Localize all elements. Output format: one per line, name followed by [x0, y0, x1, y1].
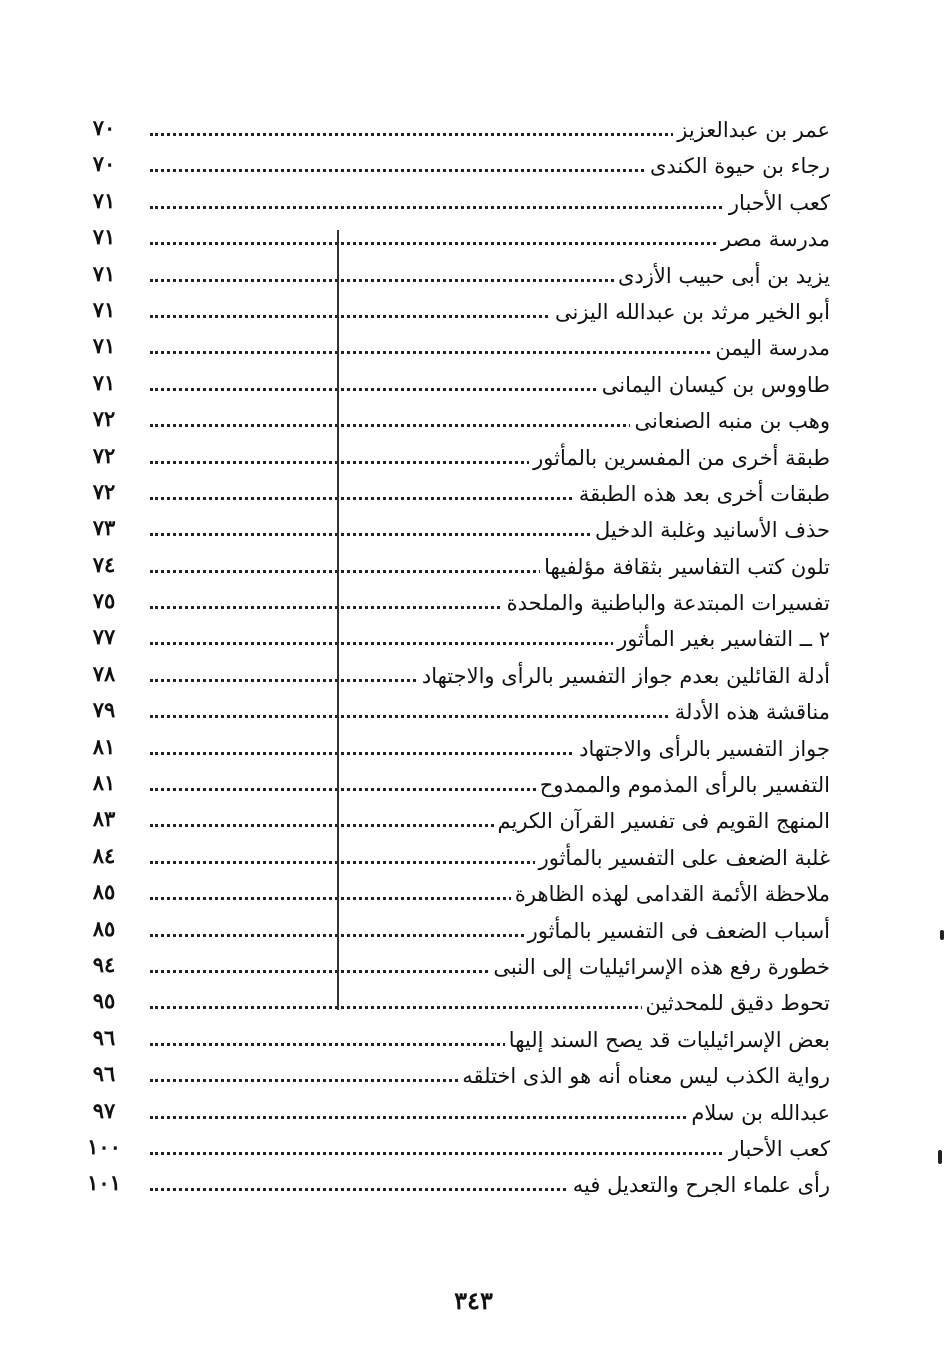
- entry-title: أسباب الضعف فى التفسير بالمأثور: [524, 917, 830, 945]
- entry-title: يزيد بن أبى حبيب الأزدى: [614, 262, 830, 290]
- entry-page-number: ٩٦: [92, 1061, 116, 1087]
- entry-page-number: ٩٧: [92, 1097, 116, 1123]
- toc-entry: [60, 112, 840, 148]
- toc-entry: [60, 876, 840, 912]
- entry-page-number: ٩٤: [92, 951, 116, 977]
- entry-title: عمر بن عبدالعزيز: [673, 116, 830, 144]
- entry-page-number: ٧٥: [92, 588, 116, 614]
- entry-title: ملاحظة الأئمة القدامى لهذه الظاهرة: [511, 880, 830, 908]
- entry-title: مدرسة مصر: [717, 225, 830, 253]
- toc-entry: [60, 585, 840, 621]
- dot-leader: [150, 1152, 800, 1155]
- entry-title: طبقة أخرى من المفسرين بالمأثور: [529, 444, 830, 472]
- entry-title: طاووس بن كيسان اليمانى: [598, 371, 830, 399]
- entry-page-number: ٧٠: [92, 151, 116, 177]
- entry-page-number: ١٠١: [87, 1170, 121, 1196]
- entry-title: حذف الأسانيد وغلبة الدخيل: [591, 516, 830, 544]
- column-rule: [337, 230, 339, 1010]
- entry-title: غلبة الضعف على التفسير بالمأثور: [535, 844, 830, 872]
- entry-page-number: ٩٦: [92, 1024, 116, 1050]
- toc-entry: [60, 294, 840, 330]
- entry-page-number: ٧٢: [92, 478, 116, 504]
- entry-title: رجاء بن حيوة الكندى: [646, 152, 830, 180]
- entry-title: كعب الأحبار: [725, 189, 830, 217]
- scan-edge-mark: [940, 930, 944, 940]
- toc-entry: [60, 476, 840, 512]
- entry-page-number: ٨٥: [92, 879, 116, 905]
- toc-entry: [60, 549, 840, 585]
- entry-title: وهب بن منبه الصنعانى: [630, 407, 830, 435]
- entry-title: جواز التفسير بالرأى والاجتهاد: [575, 735, 830, 763]
- entry-page-number: ١٠٠: [87, 1133, 121, 1159]
- toc-entry: [60, 1167, 840, 1203]
- entry-page-number: ٧١: [92, 260, 116, 286]
- toc-entry: [60, 840, 840, 876]
- entry-title: مناقشة هذه الأدلة: [671, 698, 830, 726]
- toc-entry: [60, 731, 840, 767]
- entry-page-number: ٧٢: [92, 442, 116, 468]
- entry-page-number: ٧٨: [92, 660, 116, 686]
- entry-page-number: ٧٣: [92, 515, 116, 541]
- toc-entry: [60, 985, 840, 1021]
- toc-entry: [60, 1131, 840, 1167]
- toc-entry: [60, 1095, 840, 1131]
- toc-entry: [60, 621, 840, 657]
- entry-title: رأى علماء الجرح والتعديل فيه: [569, 1171, 830, 1199]
- entry-page-number: ٧٤: [92, 551, 116, 577]
- entry-title: عبدالله بن سلام: [687, 1099, 830, 1127]
- entry-page-number: ٧١: [92, 224, 116, 250]
- toc-entry: [60, 258, 840, 294]
- toc-entry: [60, 440, 840, 476]
- page-number: ٣٤٣: [454, 1286, 493, 1315]
- toc-entry: [60, 185, 840, 221]
- toc-entry: [60, 767, 840, 803]
- entry-title: تحوط دقيق للمحدثين: [642, 989, 831, 1017]
- entry-page-number: ٧١: [92, 333, 116, 359]
- toc-entry: [60, 913, 840, 949]
- entry-page-number: ٧٧: [92, 624, 116, 650]
- entry-title: المنهج القويم فى تفسير القرآن الكريم: [494, 807, 830, 835]
- entry-title: خطورة رفع هذه الإسرائيليات إلى النبى: [489, 953, 830, 981]
- dot-leader: [150, 206, 800, 209]
- entry-title: رواية الكذب ليس معناه أنه هو الذى اختلقه: [458, 1062, 830, 1090]
- dot-leader: [150, 351, 800, 354]
- entry-title: تلون كتب التفاسير بثقافة مؤلفيها: [540, 553, 830, 581]
- scan-edge-mark: [938, 1150, 942, 1164]
- toc-entry: [60, 694, 840, 730]
- entry-page-number: ٧٢: [92, 406, 116, 432]
- entry-title: أدلة القائلين بعدم جواز التفسير بالرأى والاجتهاد: [418, 662, 830, 690]
- entry-title: مدرسة اليمن: [711, 334, 830, 362]
- entry-page-number: ٧١: [92, 296, 116, 322]
- toc-entry: [60, 658, 840, 694]
- table-of-contents: [60, 112, 840, 1204]
- entry-page-number: ٨١: [92, 733, 116, 759]
- toc-entry: [60, 512, 840, 548]
- entry-page-number: ٧١: [92, 187, 116, 213]
- entry-page-number: ٨٥: [92, 915, 116, 941]
- toc-entry: [60, 949, 840, 985]
- entry-page-number: ٨٣: [92, 806, 116, 832]
- entry-title: تفسيرات المبتدعة والباطنية والملحدة: [503, 589, 830, 617]
- entry-title: كعب الأحبار: [725, 1135, 830, 1163]
- toc-entry: [60, 148, 840, 184]
- entry-page-number: ٧١: [92, 369, 116, 395]
- toc-entry: [60, 1022, 840, 1058]
- entry-title: أبو الخير مرثد بن عبدالله اليزنى: [551, 298, 830, 326]
- dot-leader: [150, 242, 800, 245]
- toc-entry: [60, 221, 840, 257]
- entry-title: التفسير بالرأى المذموم والممدوح: [536, 771, 830, 799]
- toc-entry: [60, 367, 840, 403]
- toc-entry: [60, 1058, 840, 1094]
- entry-title: ٢ ــ التفاسير بغير المأثور: [613, 625, 830, 653]
- toc-entry: [60, 330, 840, 366]
- entry-page-number: ٧٩: [92, 697, 116, 723]
- entry-page-number: ٨٤: [92, 842, 116, 868]
- entry-page-number: ٩٥: [92, 988, 116, 1014]
- entry-title: طبقات أخرى بعد هذه الطبقة: [575, 480, 830, 508]
- toc-entry: [60, 403, 840, 439]
- entry-page-number: ٧٠: [92, 115, 116, 140]
- entry-page-number: ٨١: [92, 770, 116, 796]
- entry-title: بعض الإسرائيليات قد يصح السند إليها: [505, 1026, 830, 1054]
- toc-entry: [60, 803, 840, 839]
